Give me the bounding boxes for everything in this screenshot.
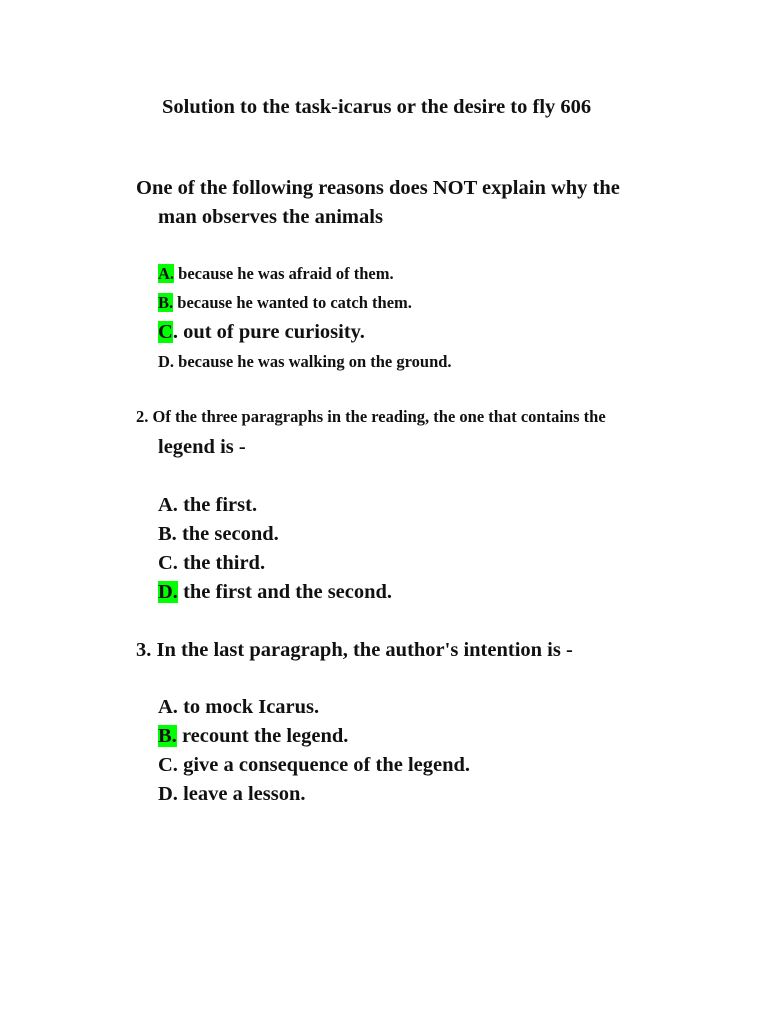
option-letter: C. xyxy=(158,552,178,574)
option-letter: B. xyxy=(158,523,177,545)
option-letter: C. xyxy=(158,754,178,776)
question-2-option-d xyxy=(158,578,392,607)
answer-highlight: C xyxy=(158,321,173,343)
question-1-option-c xyxy=(158,317,452,348)
question-1-text-line2: man observes the animals xyxy=(158,206,383,228)
question-3 xyxy=(136,637,696,663)
question-1 xyxy=(136,174,696,232)
option-text: give a consequence of the legend. xyxy=(177,754,471,776)
option-text: the first. xyxy=(177,494,258,516)
option-letter: A. xyxy=(158,494,178,516)
question-2-options xyxy=(158,491,392,607)
question-2-option-c xyxy=(158,549,392,578)
option-text: the second. xyxy=(176,523,279,545)
option-text: the first and the second. xyxy=(177,581,393,603)
question-3-text-line1: 3. In the last paragraph, the author's intention is - xyxy=(136,639,573,661)
question-1-option-b xyxy=(158,288,452,317)
question-1-text-line1: One of the following reasons does NOT explain why the xyxy=(136,177,620,199)
question-3-option-a xyxy=(158,693,470,722)
question-3-option-b xyxy=(158,722,470,751)
option-text: recount the legend. xyxy=(176,725,349,747)
question-1-option-d xyxy=(158,348,452,375)
option-letter: A. xyxy=(158,696,178,718)
question-1-option-a xyxy=(158,259,452,288)
option-text: because he wanted to catch them. xyxy=(173,293,412,312)
option-text: leave a lesson. xyxy=(177,783,306,805)
question-2-text-line1: 2. Of the three paragraphs in the reading, the one that contains the xyxy=(136,407,606,426)
question-3-option-d xyxy=(158,780,470,809)
answer-highlight: B. xyxy=(158,293,174,312)
option-text: the third. xyxy=(177,552,266,574)
answer-highlight: A. xyxy=(158,264,175,283)
question-3-option-c xyxy=(158,751,470,780)
option-text: . out of pure curiosity. xyxy=(172,321,365,343)
question-2-option-b xyxy=(158,520,392,549)
option-text: because he was walking on the ground. xyxy=(174,352,452,371)
answer-highlight: B. xyxy=(158,725,177,747)
question-2-option-a xyxy=(158,491,392,520)
option-letter: D. xyxy=(158,352,175,371)
answer-highlight: D. xyxy=(158,581,178,603)
question-2 xyxy=(136,406,696,466)
question-1-options xyxy=(158,259,452,375)
option-text: to mock Icarus. xyxy=(177,696,320,718)
option-text: because he was afraid of them. xyxy=(174,264,394,283)
question-3-options xyxy=(158,693,470,809)
document-title: Solution to the task-icarus or the desire to fly 606 xyxy=(162,96,592,118)
option-letter: D. xyxy=(158,783,178,805)
question-2-text-line2: legend is - xyxy=(158,436,246,458)
